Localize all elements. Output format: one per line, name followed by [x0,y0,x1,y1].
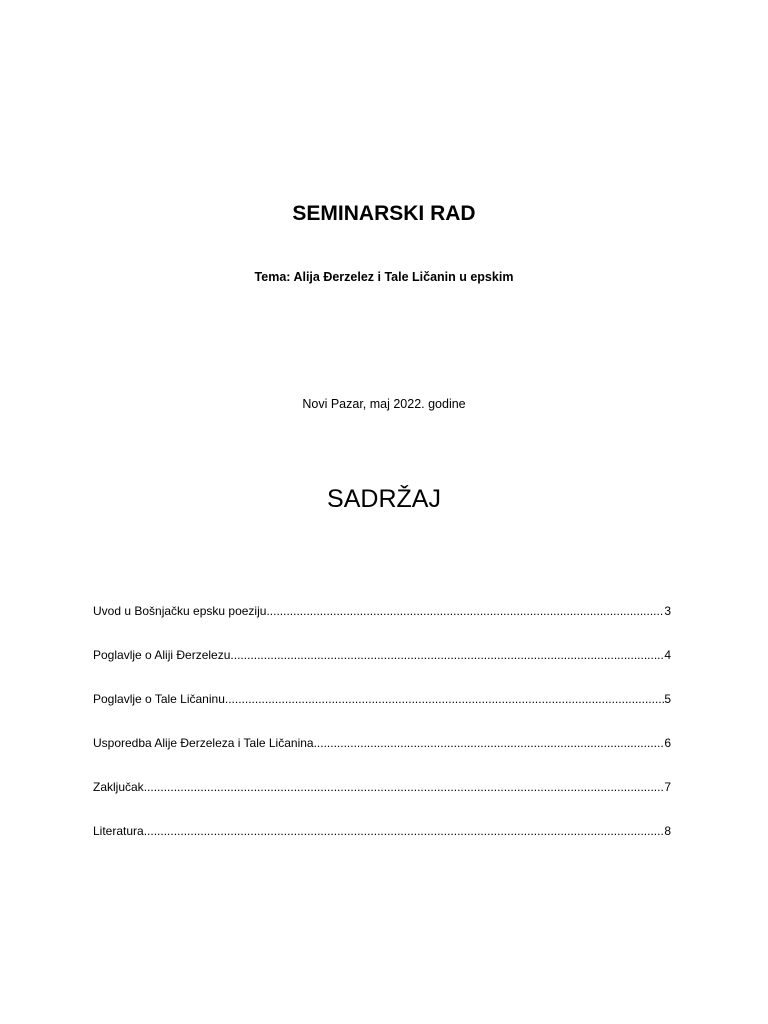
toc-entry-label: Usporedba Alije Đerzeleza i Tale Ličanina [93,736,314,750]
toc-entry-zakljucak [93,778,671,822]
toc-entry-usporedba [93,734,671,778]
toc-entry-page-number: 8 [664,824,671,838]
toc-entry-alija-derzelez [93,646,671,690]
toc-entry-tale-licanin [93,690,671,734]
toc-entry-uvod [93,602,671,646]
toc-dot-leader [144,778,665,796]
document-topic: Tema: Alija Đerzelez i Tale Ličanin u epskim [254,270,514,284]
toc-dot-leader [230,646,664,664]
toc-entry-label: Uvod u Bošnjačku epsku poeziju [93,604,267,618]
toc-dot-leader [266,602,664,620]
toc-entry-page-number: 6 [664,736,671,750]
toc-entry-label: Zaključak [93,780,144,794]
toc-dot-leader [314,734,665,752]
place-and-date: Novi Pazar, maj 2022. godine [302,397,466,411]
toc-dot-leader [144,822,665,840]
toc-entry-page-number: 3 [664,604,671,618]
toc-entry-literatura [93,822,671,866]
table-of-contents [93,602,671,866]
toc-entry-page-number: 7 [664,780,671,794]
document-title: SEMINARSKI RAD [292,202,476,225]
table-of-contents-heading: SADRŽAJ [327,485,441,513]
toc-dot-leader [225,690,664,708]
toc-entry-page-number: 5 [664,692,671,706]
toc-entry-label: Poglavlje o Tale Ličaninu [93,692,225,706]
toc-entry-label: Poglavlje o Aliji Đerzelezu [93,648,231,662]
toc-entry-page-number: 4 [664,648,671,662]
toc-entry-label: Literatura [93,824,144,838]
